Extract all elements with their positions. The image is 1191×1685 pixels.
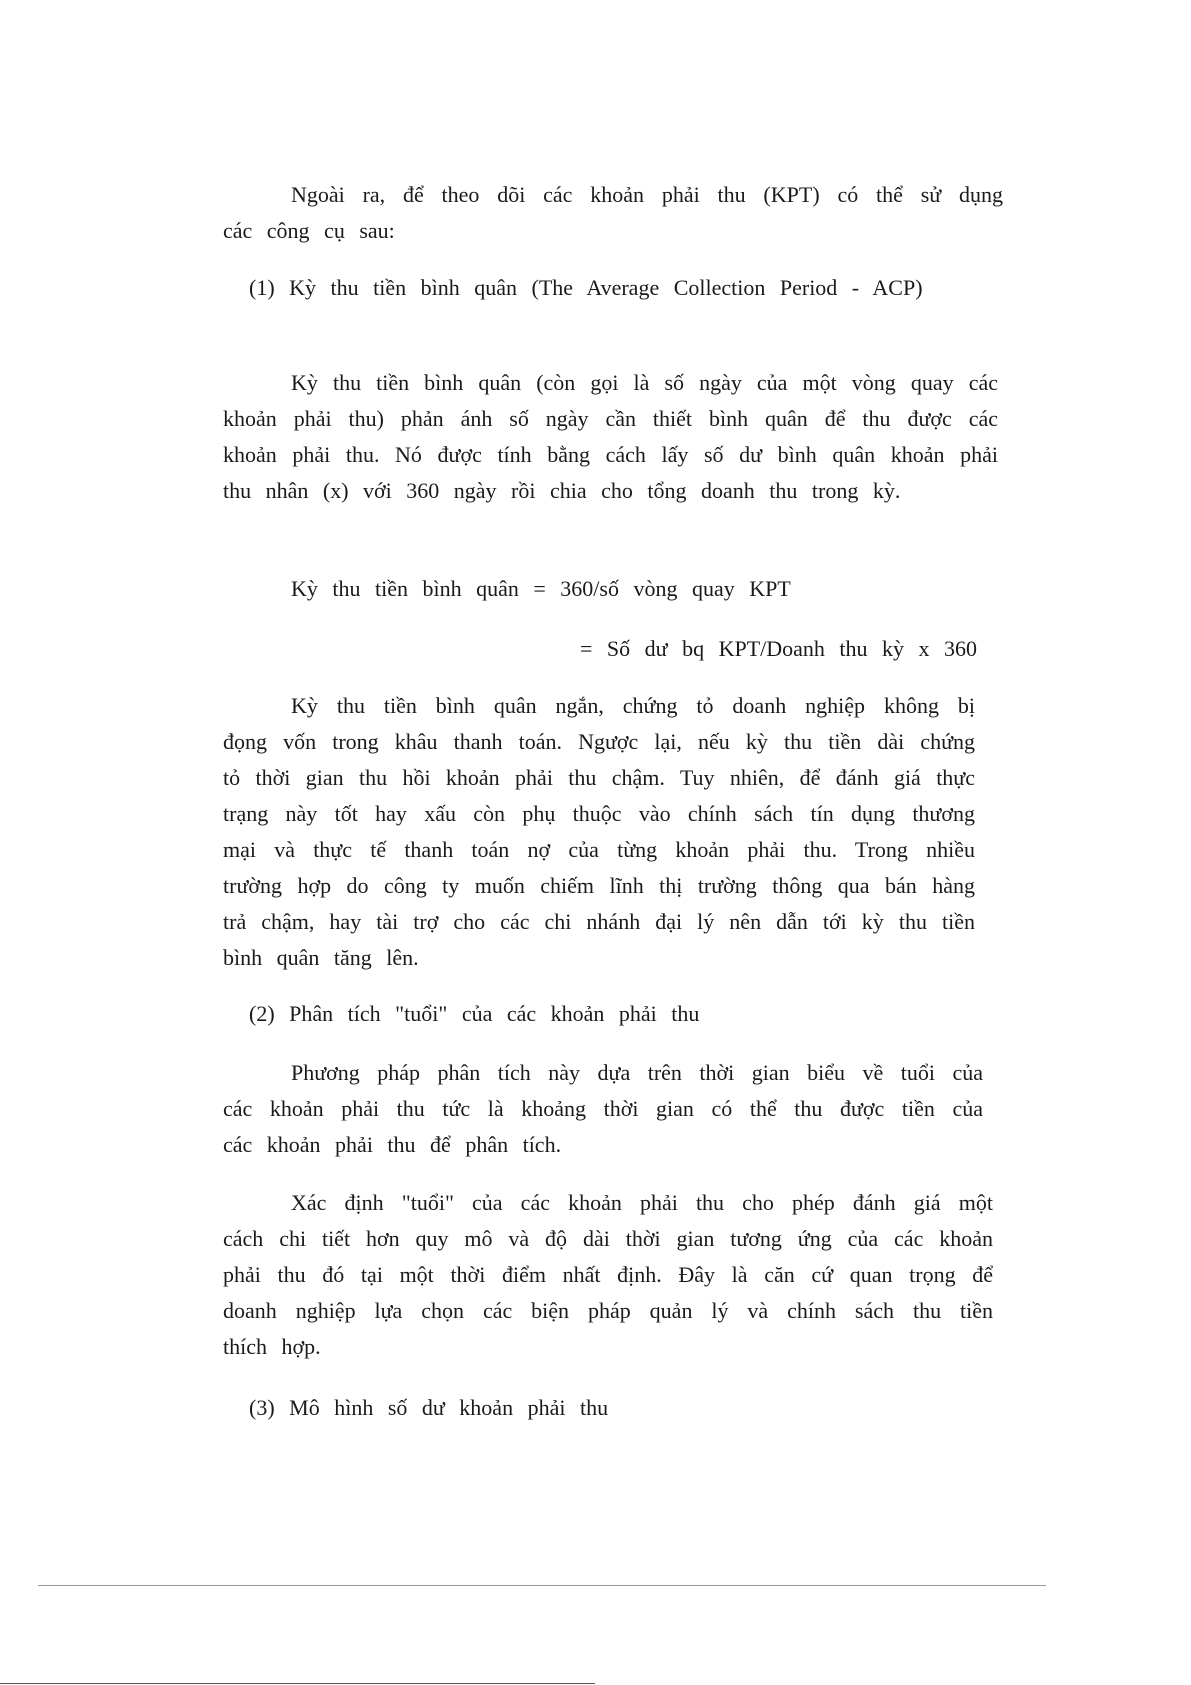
footer-divider [38,1585,1046,1586]
section-2-heading: (2) Phân tích "tuổi" của các khoản phải thu [249,1001,700,1026]
formula-line-2: = Số dư bq KPT/Doanh thu kỳ x 360 [580,636,978,661]
section-1-paragraph-2: Kỳ thu tiền bình quân ngắn, chứng tỏ doanh nghiệp không bị đọng vốn trong khâu thanh toán. Ngược lại, nếu kỳ thu tiền dài chứng tỏ thời gian thu hồi khoản phải thu chậm. Tuy nhiên, để đánh giá thực trạng này tốt hay xấu còn phụ thuộc vào chính sách tín dụng thương mại và thực tế thanh toán nợ của từng khoản phải thu. Trong nhiều trường hợp do công ty muốn chiếm lĩnh thị trường thông qua bán hàng trả chậm, hay tài trợ cho các chi nhánh đại lý nên dẫn tới kỳ thu tiền bình quân tăng lên. [223,693,975,970]
section-1-paragraph-1: Kỳ thu tiền bình quân (còn gọi là số ngày của một vòng quay các khoản phải thu) phản ánh số ngày cần thiết bình quân để thu được các khoản phải thu. Nó được tính bằng cách lấy số dư bình quân khoản phải thu nhân (x) với 360 ngày rồi chia cho tổng doanh thu trong kỳ. [223,370,998,503]
page-edge-line [0,1683,595,1684]
formula-line-1: Kỳ thu tiền bình quân = 360/số vòng quay KPT [291,576,791,601]
section-1-heading: (1) Kỳ thu tiền bình quân (The Average Collection Period - ACP) [249,275,923,300]
section-3-heading: (3) Mô hình số dư khoản phải thu [249,1395,609,1420]
section-2-paragraph-1: Phương pháp phân tích này dựa trên thời gian biểu về tuổi của các khoản phải thu tức là khoảng thời gian có thể thu được tiền của các khoản phải thu để phân tích. [223,1060,983,1157]
section-2-paragraph-2: Xác định "tuổi" của các khoản phải thu cho phép đánh giá một cách chi tiết hơn quy mô và độ dài thời gian tương ứng của các khoản phải thu đó tại một thời điểm nhất định. Đây là căn cứ quan trọng để doanh nghiệp lựa chọn các biện pháp quản lý và chính sách thu tiền thích hợp. [223,1190,993,1359]
intro-paragraph: Ngoài ra, để theo dõi các khoản phải thu (KPT) có thể sử dụng các công cụ sau: [223,182,1003,243]
